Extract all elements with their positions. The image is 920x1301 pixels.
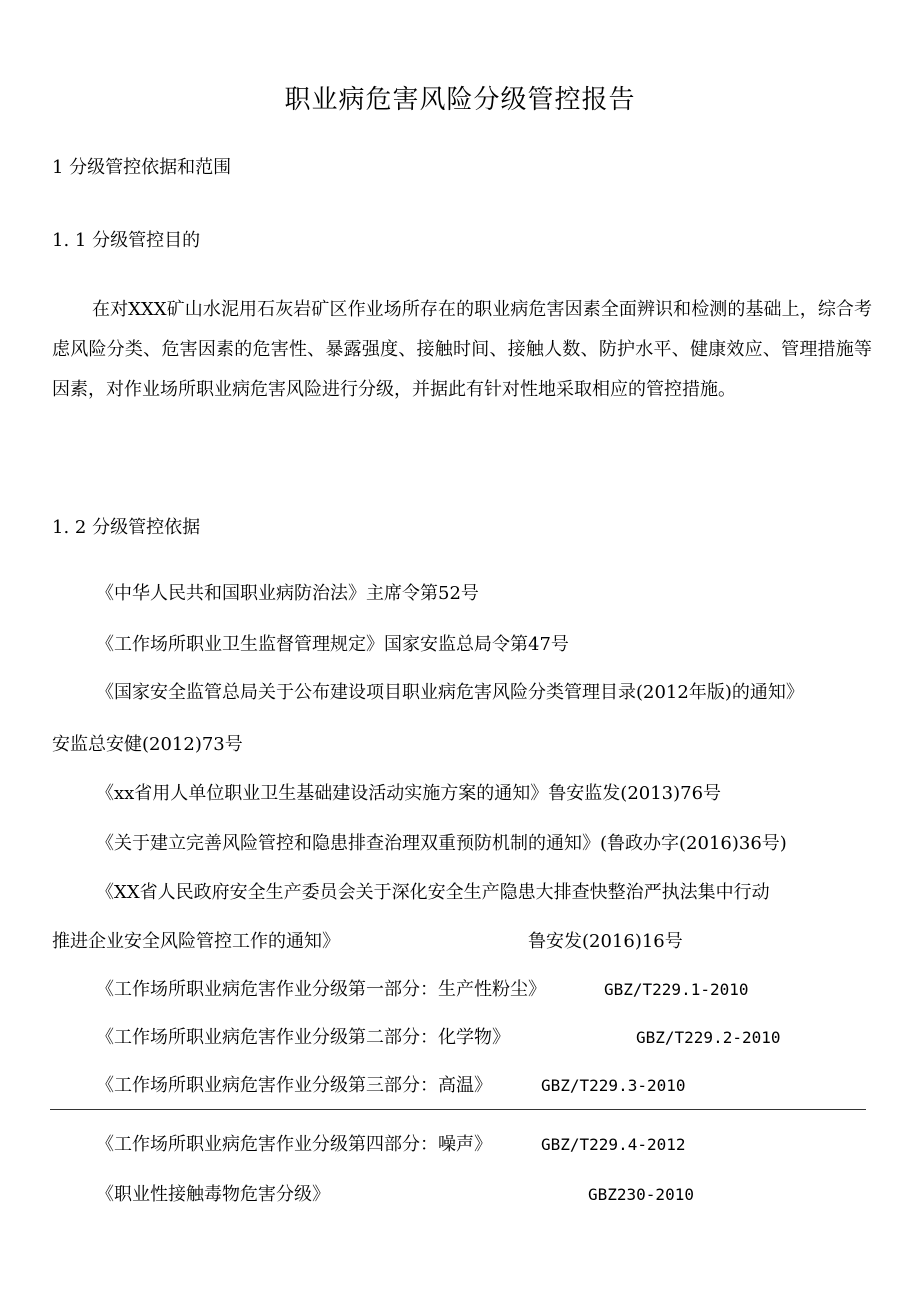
reference-item: 《工作场所职业卫生监督管理规定》国家安监总局令第47号: [96, 634, 569, 655]
reference-item: 《国家安全监管总局关于公布建设项目职业病危害风险分类管理目录(2012年版)的通知》: [96, 682, 804, 703]
document-title: 职业病危害风险分级管控报告: [284, 85, 636, 115]
page-divider: [50, 1109, 866, 1110]
reference-item: 《职业性接触毒物危害分级》: [96, 1184, 330, 1205]
reference-code: 鲁安发(2016)16号: [528, 931, 683, 952]
reference-item: 《工作场所职业病危害作业分级第四部分：噪声》: [96, 1134, 492, 1155]
reference-item: 《工作场所职业病危害作业分级第二部分：化学物》: [96, 1027, 510, 1048]
purpose-paragraph: 在对XXX矿山水泥用石灰岩矿区作业场所存在的职业病危害因素全面辨识和检测的基础上，综合考虑风险分类、危害因素的危害性、暴露强度、接触时间、接触人数、防护水平、健康效应、管理措施等因素，对作业场所职业病危害风险进行分级，并据此有针对性地采取相应的管控措施。: [52, 299, 872, 400]
reference-item-continuation: 安监总安健(2012)73号: [52, 734, 243, 755]
reference-item: 《xx省用人单位职业卫生基础建设活动实施方案的通知》鲁安监发(2013)76号: [96, 783, 722, 804]
reference-code: GBZ/T229.2-2010: [636, 1028, 781, 1047]
section-heading-1-2: 1. 2 分级管控依据: [52, 517, 201, 538]
section-heading-1: 1 分级管控依据和范围: [52, 157, 232, 178]
reference-item: 《工作场所职业病危害作业分级第一部分：生产性粉尘》: [96, 979, 546, 1000]
reference-code: GBZ/T229.3-2010: [541, 1076, 686, 1095]
reference-item: 《中华人民共和国职业病防治法》主席令第52号: [96, 583, 479, 604]
reference-item: 《关于建立完善风险管控和隐患排查治理双重预防机制的通知》(鲁政办字(2016)36号): [96, 833, 787, 854]
reference-code: GBZ/T229.1-2010: [604, 980, 749, 999]
reference-item: 《工作场所职业病危害作业分级第三部分：高温》: [96, 1075, 492, 1096]
section-heading-1-1: 1. 1 分级管控目的: [52, 230, 201, 251]
reference-item-continuation: 推进企业安全风险管控工作的通知》: [52, 931, 340, 952]
reference-code: GBZ/T229.4-2012: [541, 1135, 686, 1154]
reference-item: 《XX省人民政府安全生产委员会关于深化安全生产隐患大排查快整治严执法集中行动: [96, 882, 770, 903]
reference-code: GBZ230-2010: [588, 1185, 694, 1204]
